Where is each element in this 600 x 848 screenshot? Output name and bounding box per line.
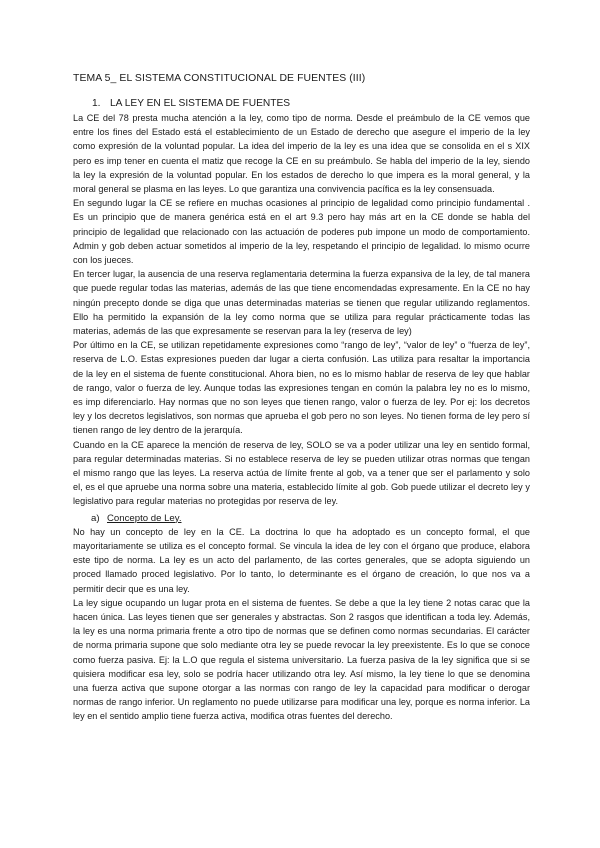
paragraph: La ley sigue ocupando un lugar prota en el sistema de fuentes. Se debe a que la ley tiene 2 notas carac que la hacen única. Las leyes tienen que ser generales y abstractas. Son 2 rasgos que identifican a toda ley. Además, la ley es una norma primaria frente a otro tipo de normas que se definen como normas secundarias. El carácter de norma primaria supone que solo mediante otra ley se puede revocar la ley preexistente. Es lo que se conoce como fuerza pasiva. Ej: la L.O que regula el sistema universitario. La fuerza pasiva de la ley significa que si se quisiera modificar esa ley, solo se podría hacer utilizando otra ley. Así mismo, la ley tiene lo que se denomina una fuerza activa que supone otorgar a las normas con rango de ley la capacidad para modificar o derogar normas de rango inferior. Un reglamento no puede utilizarse para modificar una ley, porque es norma inferior. La ley en el sentido amplio tiene fuerza activa, modifica otras fuentes del derecho. [73,597,530,722]
paragraph: La CE del 78 presta mucha atención a la ley, como tipo de norma. Desde el preámbulo de la CE vemos que entre los fines del Estado está el establecimiento de un Estado de derecho que asegure el imperio de la ley como expresión de la voluntad popular. La idea del imperio de la ley es una idea que se consolida en el s XIX pero es imp tener en cuenta el matiz que recoge la CE en su preámbulo. Se habla del imperio de la ley, siendo la ley la expresión de la voluntad popular. En los estados de derecho lo que impera es la moral general, y la moral general se plasma en las leyes. Lo que garantiza una convivencia pacífica es la ley consensuada. [73,113,530,195]
section-heading-text: LA LEY EN EL SISTEMA DE FUENTES [110,98,291,109]
document-page [73,72,530,724]
paragraph: Cuando en la CE aparece la mención de reserva de ley, SOLO se va a poder utilizar una ley en sentido formal, para regular determinadas materias. Si no establece reserva de ley se pueden utilizar otras normas que tengan el mismo rango que las leyes. La reserva actúa de límite frente al gob, va a tener que ser el parlamento y solo el, es el que apruebe una norma sobre una materia, establecido límite al gob. Gob puede utilizar el decreto ley y legislativo para regular materias no protegidas por reserva de ley. [73,439,530,507]
subsection-letter: a) [91,512,100,524]
section-number: 1. [92,98,101,109]
section-heading [92,97,530,110]
document-title: TEMA 5_ EL SISTEMA CONSTITUCIONAL DE FUENTES (III) [73,73,366,84]
paragraph: En segundo lugar la CE se refiere en muchas ocasiones al principio de legalidad como principio fundamental . Es un principio que de manera genérica está en el art 9.3 pero hay más art en la CE donde se habla del principio de legalidad que relacionado con las actuación de poderes pub impone un modo de comportamiento. Admin y gob deben actuar sometidos al imperio de la ley, respetando el principio de legalidad. lo mismo ocurre con los jueces. [73,198,530,266]
paragraph: En tercer lugar, la ausencia de una reserva reglamentaria determina la fuerza expansiva de la ley, de tal manera que puede regular todas las materias, además de las que tiene encomendadas expresamente. En la CE no hay ningún precepto donde se diga que unas determinadas materias se tienen que regular utilizando reglamentos. Ello ha permitido la expansión de la ley como norma que se utiliza para regular prácticamente todas las materias, además de las que expresamente se reservan para la ley (reserva de ley) [73,269,530,337]
paragraph: Por último en la CE, se utilizan repetidamente expresiones como “rango de ley”, “valor de ley” o “fuerza de ley”, reserva de L.O. Estas expresiones pueden dar lugar a cierta confusión. Las utiliza para resaltar la importancia de la ley en el sistema de fuente constitucional. Ahora bien, no es lo mismo hablar de reserva de ley que hablar de rango, valor o fuerza de ley. Aunque todas las expresiones tengan en común la palabra ley no es lo mismo, es imp diferenciarlo. Hay normas que no son leyes que tienen rango, valor o fuerza de ley. Por ej: los decretos ley y los decretos legislativos, son normas que aprueba el gob pero no son leyes. No tienen forma de ley pero sí tienen rango de ley dentro de la jerarquía. [73,340,530,436]
subsection-heading-text: Concepto de Ley. [107,512,182,524]
paragraph: No hay un concepto de ley en la CE. La doctrina lo que ha adoptado es un concepto formal, el que mayoritariamente se utiliza es el concepto formal. Se vincula la idea de ley con el órgano que produce, elabora este tipo de norma. La ley es un acto del parlamento, de las cortes generales, que se adopta siguiendo un proced llamado proced legislativo. Por lo tanto, lo determinante es el órgano de creación, lo que nos va a permitir decir que es una ley. [73,526,530,594]
subsection-heading [91,512,530,525]
